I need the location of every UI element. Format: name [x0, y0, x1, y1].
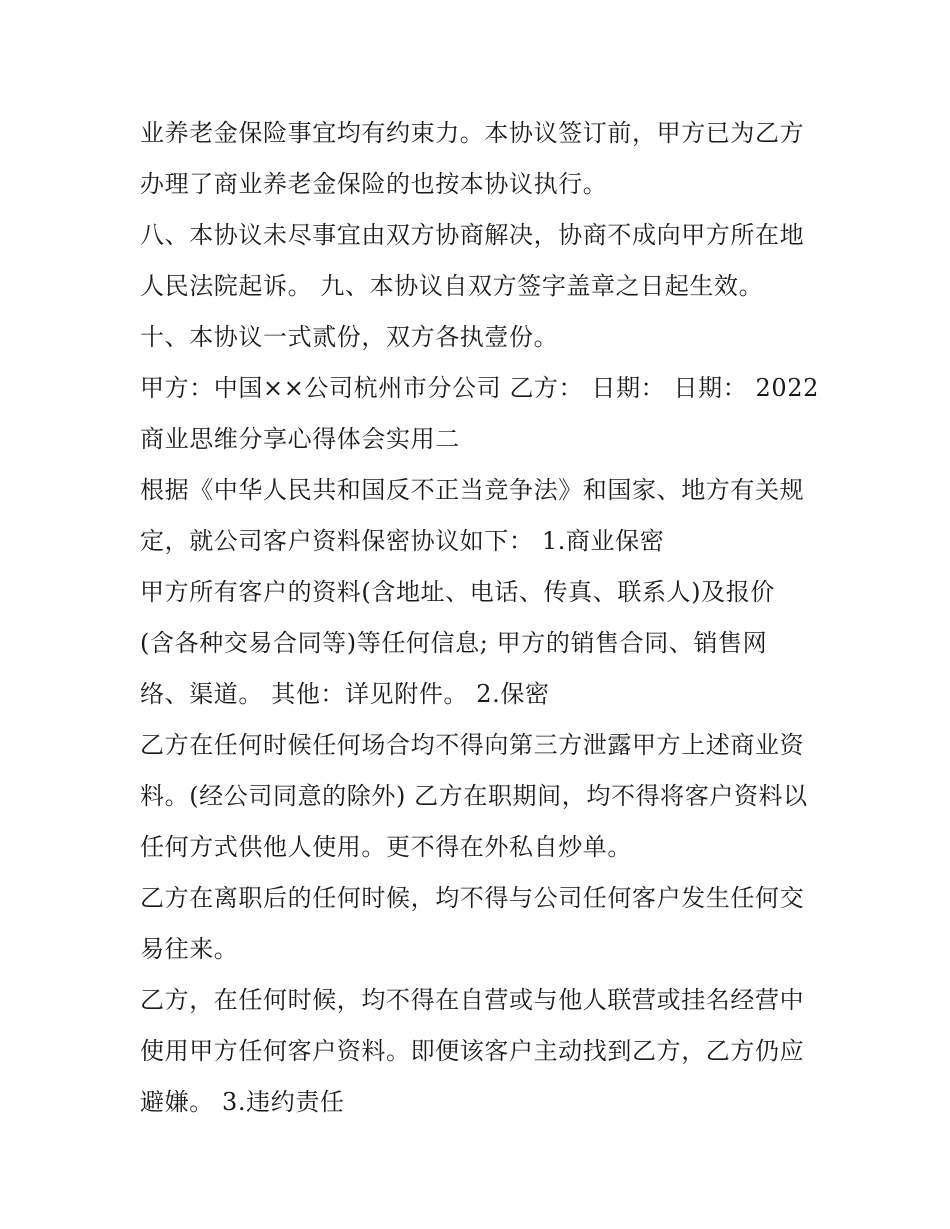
text-line: 避嫌。 3.违约责任	[140, 1088, 345, 1116]
text-line: 料。(经公司同意的除外) 乙方在职期间，均不得将客户资料以	[140, 782, 808, 810]
text-line: 甲方：中国××公司杭州市分公司 乙方： 日期： 日期： 2022	[140, 374, 820, 402]
text-line: 络、渠道。 其他：详见附件。 2.保密	[140, 680, 550, 708]
text-line: 八、本协议未尽事宜由双方协商解决，协商不成向甲方所在地	[140, 221, 805, 249]
text-line: 易往来。	[140, 935, 239, 963]
text-line: (含各种交易合同等)等任何信息; 甲方的销售合同、销售网	[140, 629, 768, 657]
section-heading: 商业思维分享心得体会实用二	[140, 425, 460, 453]
text-line: 乙方在任何时候任何场合均不得向第三方泄露甲方上述商业资	[140, 731, 805, 759]
text-line: 乙方在离职后的任何时候，均不得与公司任何客户发生任何交	[140, 884, 805, 912]
text-line: 十、本协议一式贰份，双方各执壹份。	[140, 323, 559, 351]
text-line: 乙方，在任何时候，均不得在自营或与他人联营或挂名经营中	[140, 986, 805, 1014]
text-line: 定，就公司客户资料保密协议如下： 1.商业保密	[140, 527, 665, 555]
text-line: 业养老金保险事宜均有约束力。本协议签订前，甲方已为乙方	[140, 119, 805, 147]
text-line: 办理了商业养老金保险的也按本协议执行。	[140, 170, 608, 198]
document-body	[140, 108, 830, 1128]
text-line: 人民法院起诉。 九、本协议自双方签字盖章之日起生效。	[140, 272, 764, 300]
text-line: 任何方式供他人使用。更不得在外私自炒单。	[140, 833, 632, 861]
text-line: 根据《中华人民共和国反不正当竞争法》和国家、地方有关规	[140, 476, 805, 504]
text-line: 甲方所有客户的资料(含地址、电话、传真、联系人)及报价	[140, 578, 775, 606]
text-line: 使用甲方任何客户资料。即便该客户主动找到乙方，乙方仍应	[140, 1037, 805, 1065]
